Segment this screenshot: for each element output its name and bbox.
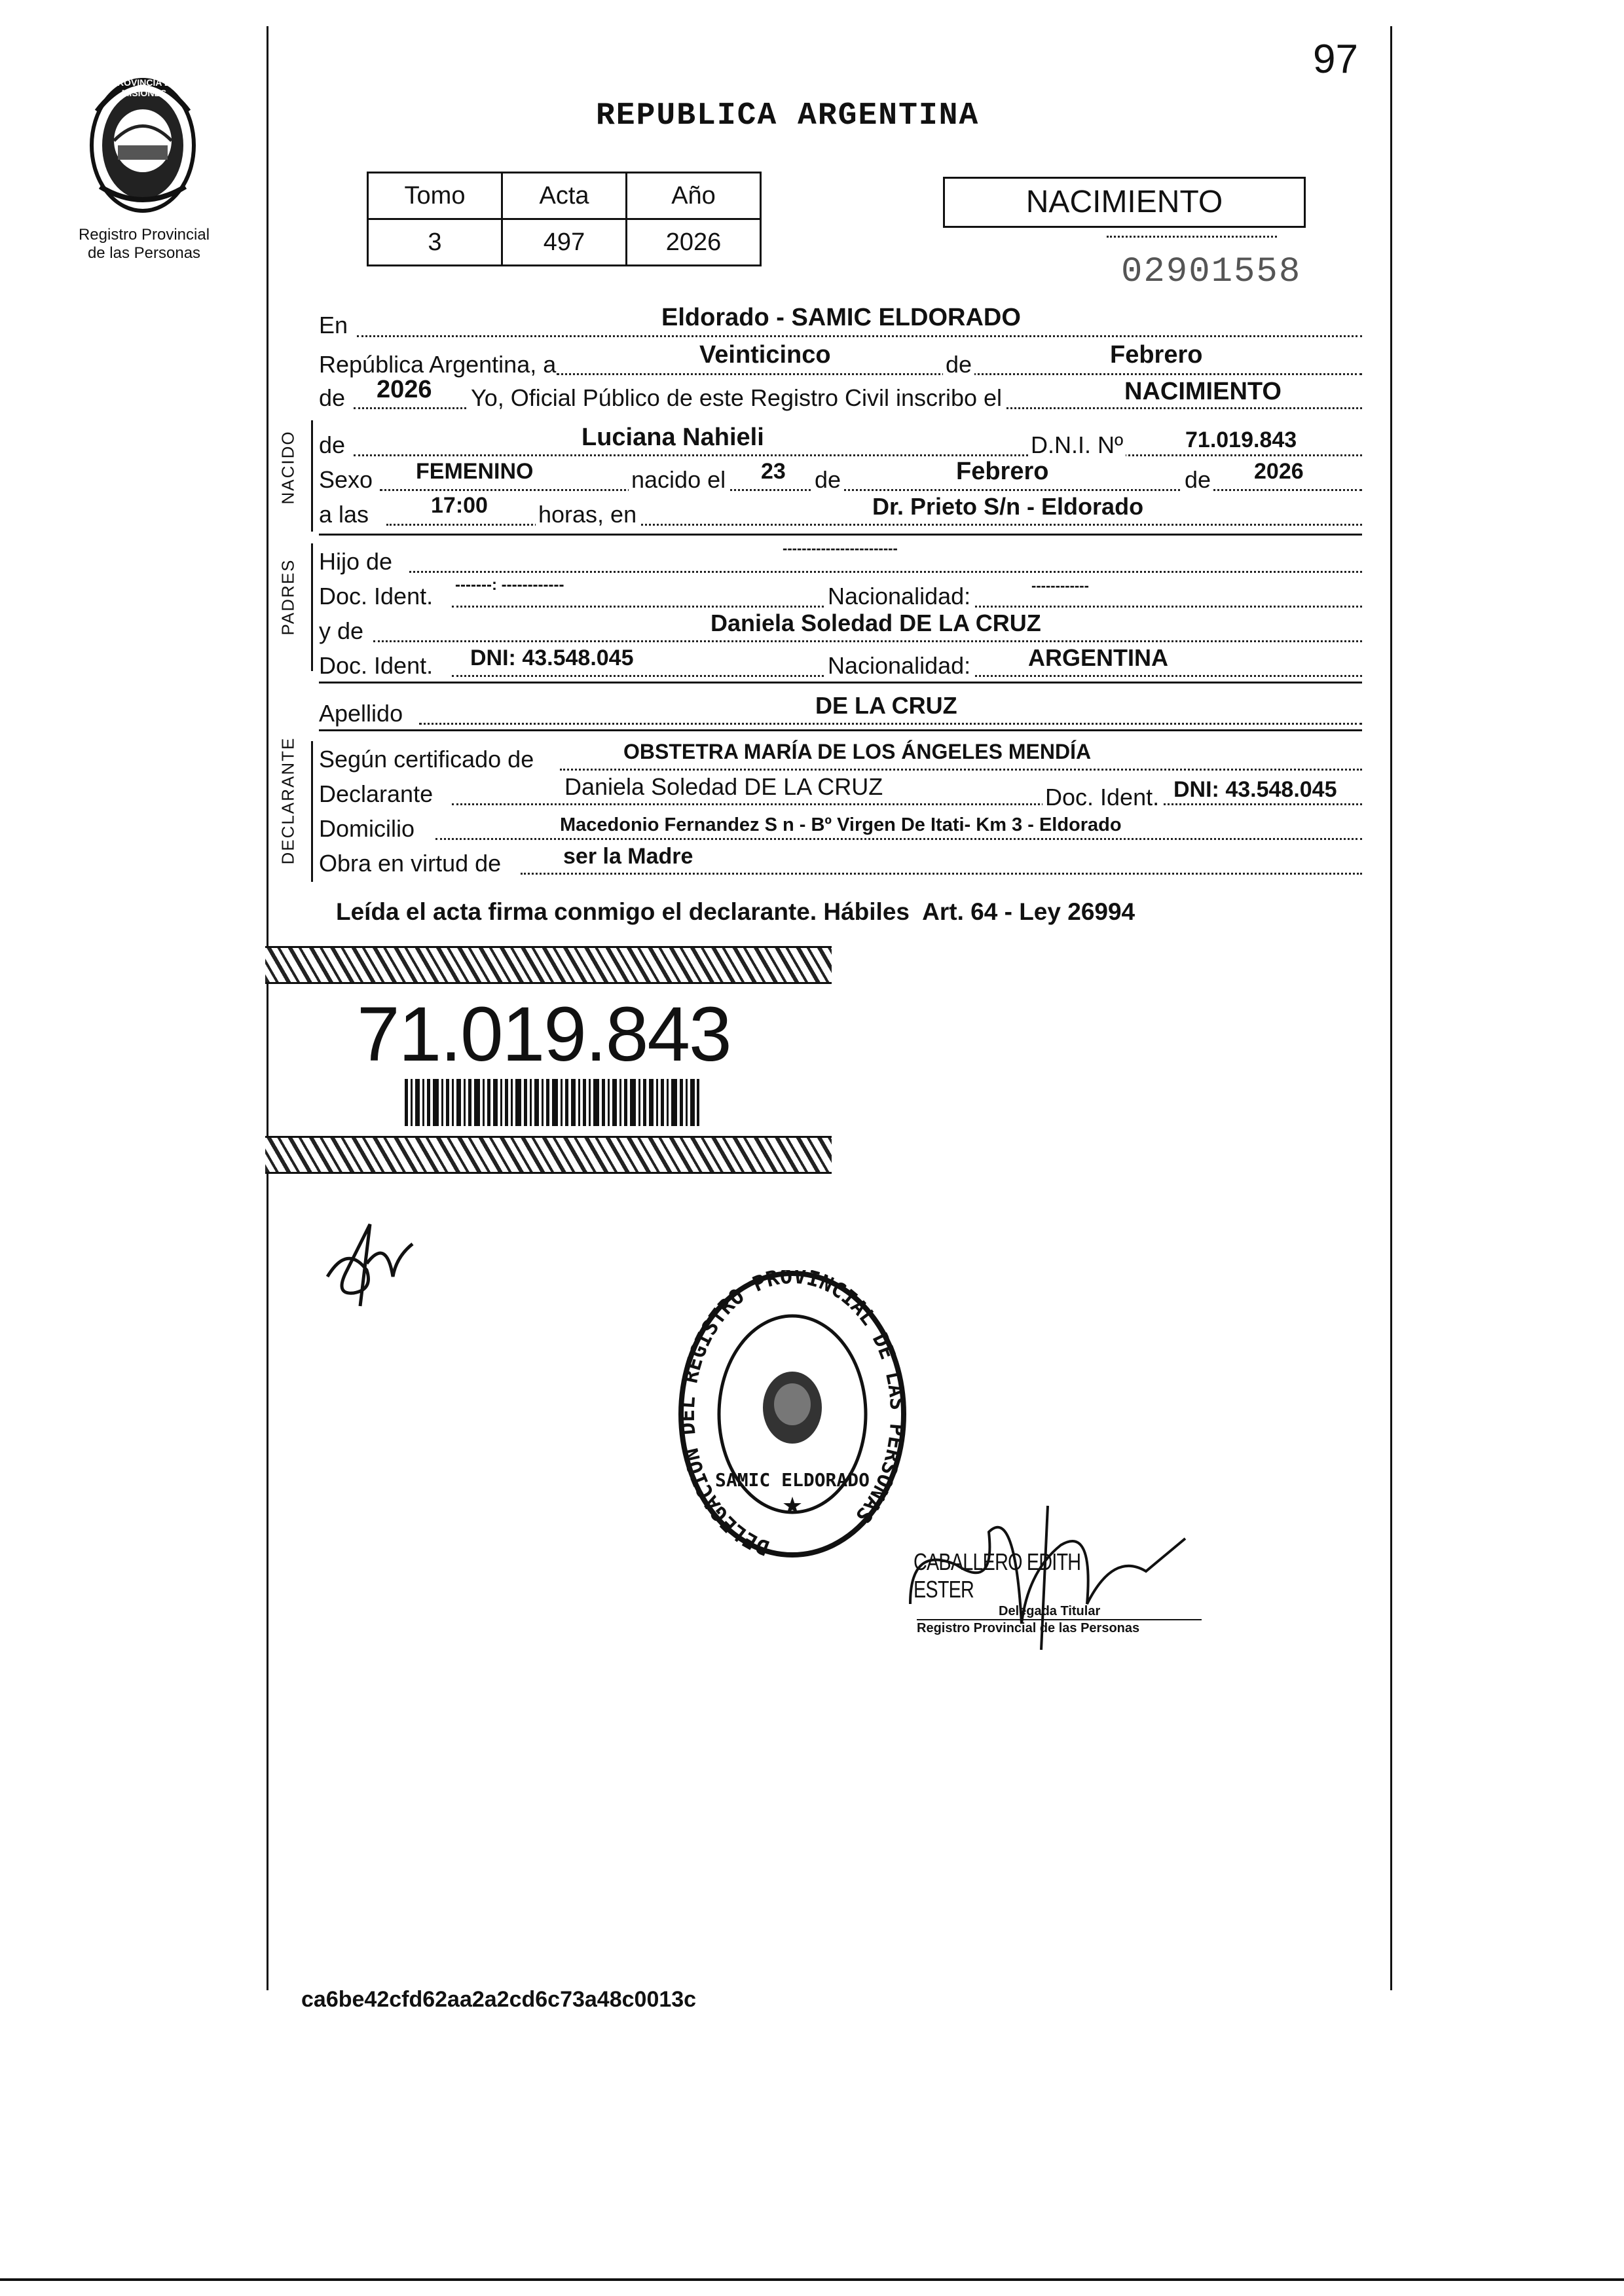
inscribo-value: NACIMIENTO	[1124, 378, 1282, 405]
en-dots	[357, 335, 1362, 337]
padres-bracket	[311, 543, 313, 671]
divider-1	[319, 534, 1362, 536]
document-hash: ca6be42cfd62aa2a2cd6c73a48c0013c	[301, 1987, 697, 2012]
nacido-de-label-3: de	[1182, 467, 1213, 493]
birth-time: 17:00	[431, 493, 488, 518]
domicilio-value: Macedonio Fernandez S n - Bº Virgen De Itati- Km 3 - Eldorado	[560, 814, 1122, 835]
sexo-value: FEMENINO	[416, 459, 534, 484]
official-name: CABALLERO EDITH ESTER	[913, 1548, 1081, 1603]
dni-label: D.N.I. Nº	[1028, 432, 1126, 458]
barcode-number: 71.019.843	[357, 991, 731, 1078]
birth-day: 23	[761, 459, 786, 484]
a-las-label: a las	[319, 501, 369, 528]
intro-day: Veinticinco	[699, 341, 831, 369]
intro-month: Febrero	[1110, 341, 1203, 369]
doc-ident-1-value: -------: ------------	[455, 576, 564, 594]
left-margin-line	[267, 26, 268, 1990]
serial-number: 02901558	[1121, 252, 1302, 292]
barcode	[405, 1079, 699, 1126]
stamp-ring-text: DELEGACION DEL REGISTRO PROVINCIAL DE LAS PERSONAS	[674, 1270, 910, 1561]
horas-en-label: horas, en	[536, 501, 639, 528]
record-type: NACIMIENTO	[1025, 185, 1223, 219]
right-margin-line	[1390, 26, 1392, 1990]
initials-signature	[321, 1218, 419, 1309]
apellido-dots	[419, 723, 1362, 725]
child-dni: 71.019.843	[1185, 428, 1297, 452]
country-title: REPUBLICA ARGENTINA	[596, 98, 980, 134]
nacido-label: NACIDO	[278, 430, 298, 505]
serial-underline	[1107, 236, 1277, 238]
dom-dots	[435, 838, 1362, 840]
name-dots	[354, 454, 1362, 456]
logo-caption-line1: Registro Provincial	[78, 226, 210, 244]
table-value-anio: 2026	[627, 219, 761, 266]
divider-3	[319, 729, 1362, 731]
mother-dni: DNI: 43.548.045	[470, 646, 634, 670]
security-band-bottom	[265, 1136, 832, 1174]
table-header-anio: Año	[627, 173, 761, 219]
certificado-value: OBSTETRA MARÍA DE LOS ÁNGELES MENDÍA	[623, 740, 1092, 763]
mother-nationality: ARGENTINA	[1028, 644, 1168, 671]
sexo-label: Sexo	[319, 466, 373, 493]
page-number: 97	[1313, 37, 1358, 82]
table-value-acta: 497	[502, 219, 627, 266]
yde-dots	[373, 640, 1362, 642]
nacionalidad-label-2: Nacionalidad:	[825, 653, 973, 679]
hora-dots	[386, 524, 1362, 526]
apellido-value: DE LA CRUZ	[815, 692, 957, 719]
security-band-top	[265, 946, 832, 984]
official-stamp	[913, 1548, 1202, 1636]
intro-year: 2026	[377, 376, 432, 403]
hijo-de-label: Hijo de	[319, 548, 393, 575]
bottom-rule	[0, 2278, 1624, 2281]
svg-text:★: ★	[781, 1492, 803, 1519]
sexo-dots	[380, 489, 1362, 491]
mother-name: Daniela Soledad DE LA CRUZ	[710, 610, 1041, 636]
decl-dots	[452, 803, 1362, 805]
registry-table	[367, 172, 762, 266]
delegation-stamp	[674, 1270, 910, 1571]
obra-label: Obra en virtud de	[319, 850, 502, 877]
official-title: Delegada Titular	[999, 1604, 1101, 1618]
inscribo-text: Yo, Oficial Público de este Registro Civil inscribo el	[468, 385, 1005, 411]
table-header-tomo: Tomo	[368, 173, 502, 219]
closing-statement: Leída el acta firma conmigo el declarante. Hábiles Art. 64 - Ley 26994	[336, 898, 1135, 925]
doc-ident-label-1: Doc. Ident.	[319, 583, 434, 610]
declarante-field-label: Declarante	[319, 780, 434, 807]
nacido-el-label: nacido el	[629, 467, 728, 493]
logo-text: PROVINCIA DE MISIONES	[111, 77, 177, 98]
apellido-label: Apellido	[319, 700, 403, 727]
declarante-doc-label: Doc. Ident.	[1043, 784, 1162, 811]
nacionalidad-1-value: ------------	[1031, 577, 1089, 594]
doc-ident-label-2: Doc. Ident.	[319, 652, 434, 679]
obra-dots	[521, 873, 1362, 875]
birth-month: Febrero	[956, 458, 1049, 485]
domicilio-label: Domicilio	[319, 815, 415, 842]
stamp-inner-text: SAMIC ELDORADO	[714, 1469, 870, 1491]
obra-value: ser la Madre	[563, 844, 693, 869]
nacionalidad-label-1: Nacionalidad:	[825, 583, 973, 610]
table-value-tomo: 3	[368, 219, 502, 266]
declarante-doc-value: DNI: 43.548.045	[1173, 777, 1337, 802]
intro-de-label: de	[943, 352, 974, 378]
declarante-label: DECLARANTE	[278, 737, 298, 865]
declarante-value: Daniela Soledad DE LA CRUZ	[564, 773, 883, 800]
logo-caption	[65, 226, 223, 263]
hijo-de-value: ------------------------	[783, 540, 898, 556]
en-value: Eldorado - SAMIC ELDORADO	[661, 304, 1021, 331]
logo-caption-line2: de las Personas	[87, 244, 201, 262]
declarante-bracket	[311, 741, 313, 882]
birth-year: 2026	[1254, 459, 1304, 484]
nacido-de-label: de	[319, 431, 346, 458]
cert-dots	[560, 769, 1362, 771]
padres-label: PADRES	[278, 558, 298, 636]
divider-2	[319, 682, 1362, 683]
birth-place: Dr. Prieto S/n - Eldorado	[872, 493, 1144, 520]
nacido-de-label-2: de	[812, 467, 843, 493]
nacido-bracket	[311, 420, 313, 532]
hijo-dots	[409, 571, 1362, 573]
en-label: En	[319, 312, 348, 338]
intro-de-prefix: de	[319, 384, 346, 411]
record-type-box	[943, 177, 1306, 228]
table-header-acta: Acta	[502, 173, 627, 219]
certificado-label: Según certificado de	[319, 746, 534, 773]
official-office: Registro Provincial de las Personas	[917, 1619, 1202, 1636]
child-name: Luciana Nahieli	[581, 424, 764, 451]
republica-label: República Argentina, a	[319, 351, 557, 378]
y-de-label: y de	[319, 617, 364, 644]
